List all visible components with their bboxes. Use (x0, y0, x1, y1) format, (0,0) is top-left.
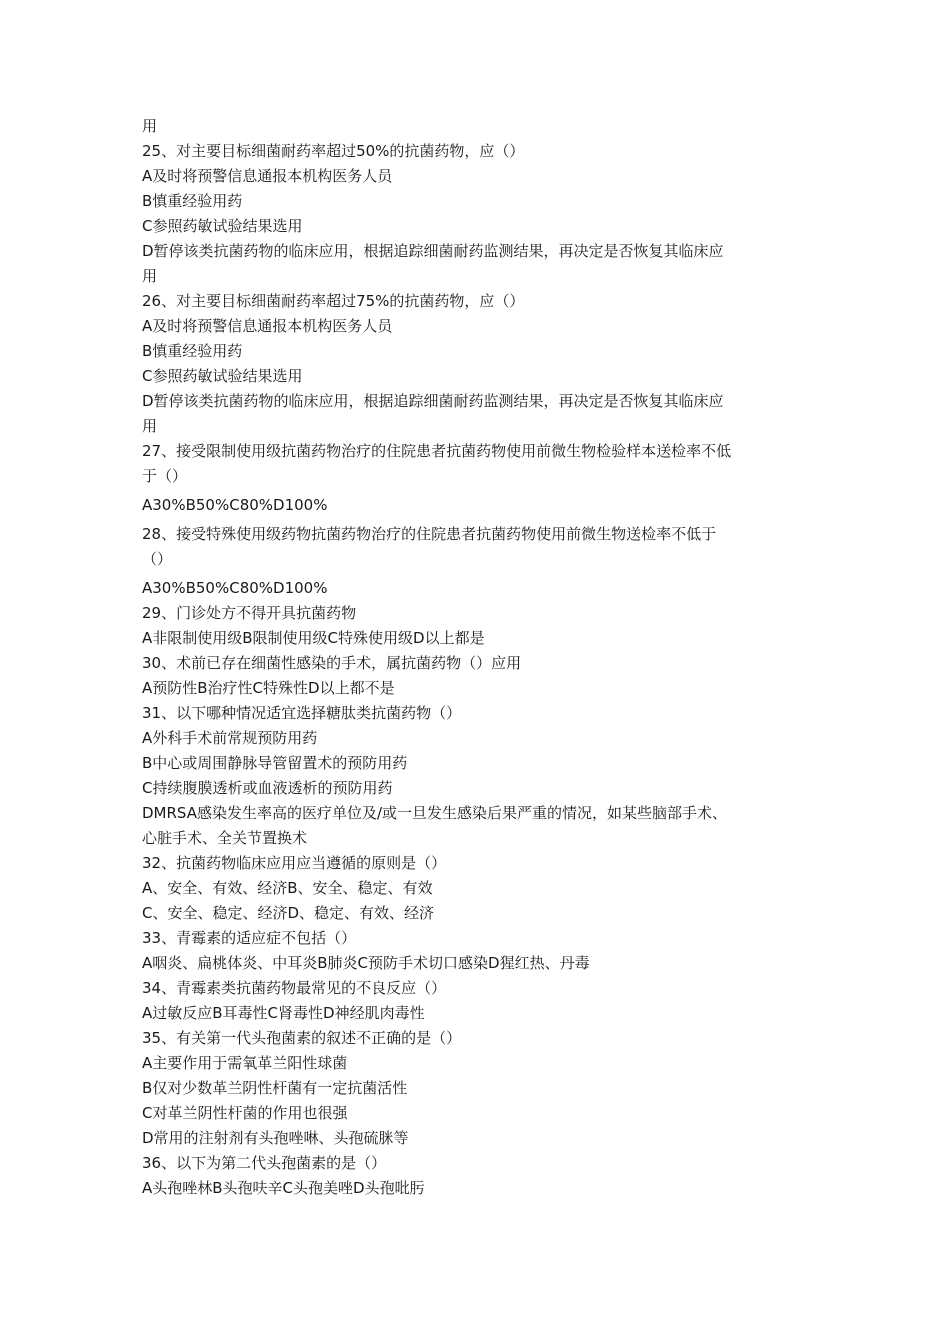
question-25-option-b: B慎重经验用药 (142, 192, 243, 210)
question-31-option-a: A外科手术前常规预防用药 (142, 729, 318, 747)
question-35-option-b: B仅对少数革兰阴性杆菌有一定抗菌活性 (142, 1079, 408, 1097)
question-25-option-d: D暂停该类抗菌药物的临床应用，根据追踪细菌耐药监测结果，再决定是否恢复其临床应 (142, 242, 724, 260)
question-31-option-d-cont: 心脏手术、全关节置换术 (142, 829, 308, 847)
question-30-options: A预防性B治疗性C特殊性D以上都不是 (142, 679, 395, 697)
question-26-option-a: A及时将预警信息通报本机构医务人员 (142, 317, 393, 335)
question-32-options-ab: A、安全、有效、经济B、安全、稳定、有效 (142, 879, 433, 897)
question-31-option-d: DMRSA感染发生率高的医疗单位及/或一旦发生感染后果严重的情况，如某些脑部手术、 (142, 804, 728, 822)
question-26-option-c: C参照药敏试验结果选用 (142, 367, 303, 385)
document-body (142, 114, 810, 1201)
question-34-stem: 34、青霉素类抗菌药物最常见的不良反应（） (142, 979, 447, 997)
question-35-stem: 35、有关第一代头孢菌素的叙述不正确的是（） (142, 1029, 462, 1047)
question-36-stem: 36、以下为第二代头孢菌素的是（） (142, 1154, 387, 1172)
question-25-stem: 25、对主要目标细菌耐药率超过50%的抗菌药物，应（） (142, 142, 525, 160)
question-36-options: A头孢唑林B头孢呋辛C头孢美唑D头孢吡肟 (142, 1179, 425, 1197)
question-35-option-c: C对革兰阴性杆菌的作用也很强 (142, 1104, 348, 1122)
question-31-option-b: B中心或周围静脉导管留置术的预防用药 (142, 754, 408, 772)
question-27-options: A30%B50%C80%D100% (142, 496, 328, 514)
question-32-stem: 32、抗菌药物临床应用应当遵循的原则是（） (142, 854, 447, 872)
question-26-stem: 26、对主要目标细菌耐药率超过75%的抗菌药物，应（） (142, 292, 525, 310)
question-33-options: A咽炎、扁桃体炎、中耳炎B肺炎C预防手术切口感染D猩红热、丹毒 (142, 954, 590, 972)
question-31-option-c: C持续腹膜透析或血液透析的预防用药 (142, 779, 393, 797)
question-31-stem: 31、以下哪种情况适宜选择糖肽类抗菌药物（） (142, 704, 462, 722)
question-28-stem: 28、接受特殊使用级药物抗菌药物治疗的住院患者抗菌药物使用前微生物送检率不低于 (142, 525, 717, 543)
question-28-stem-cont: （） (142, 550, 173, 568)
question-25-option-a: A及时将预警信息通报本机构医务人员 (142, 167, 393, 185)
question-25-option-d-cont: 用 (142, 267, 158, 285)
question-29-stem: 29、门诊处方不得开具抗菌药物 (142, 604, 357, 622)
question-26-option-d: D暂停该类抗菌药物的临床应用，根据追踪细菌耐药监测结果，再决定是否恢复其临床应 (142, 392, 724, 410)
question-28-options: A30%B50%C80%D100% (142, 579, 328, 597)
text-line: 用 (142, 117, 158, 135)
question-35-option-d: D常用的注射剂有头孢唑啉、头孢硫脒等 (142, 1129, 409, 1147)
question-29-options: A非限制使用级B限制使用级C特殊使用级D以上都是 (142, 629, 485, 647)
question-32-options-cd: C、安全、稳定、经济D、稳定、有效、经济 (142, 904, 435, 922)
question-25-option-c: C参照药敏试验结果选用 (142, 217, 303, 235)
question-26-option-d-cont: 用 (142, 417, 158, 435)
question-33-stem: 33、青霉素的适应症不包括（） (142, 929, 357, 947)
question-30-stem: 30、术前已存在细菌性感染的手术，属抗菌药物（）应用 (142, 654, 522, 672)
question-26-option-b: B慎重经验用药 (142, 342, 243, 360)
question-35-option-a: A主要作用于需氧革兰阳性球菌 (142, 1054, 348, 1072)
question-27-stem: 27、接受限制使用级抗菌药物治疗的住院患者抗菌药物使用前微生物检验样本送检率不低 (142, 442, 732, 460)
question-34-options: A过敏反应B耳毒性C肾毒性D神经肌肉毒性 (142, 1004, 425, 1022)
question-27-stem-cont: 于（） (142, 467, 188, 485)
